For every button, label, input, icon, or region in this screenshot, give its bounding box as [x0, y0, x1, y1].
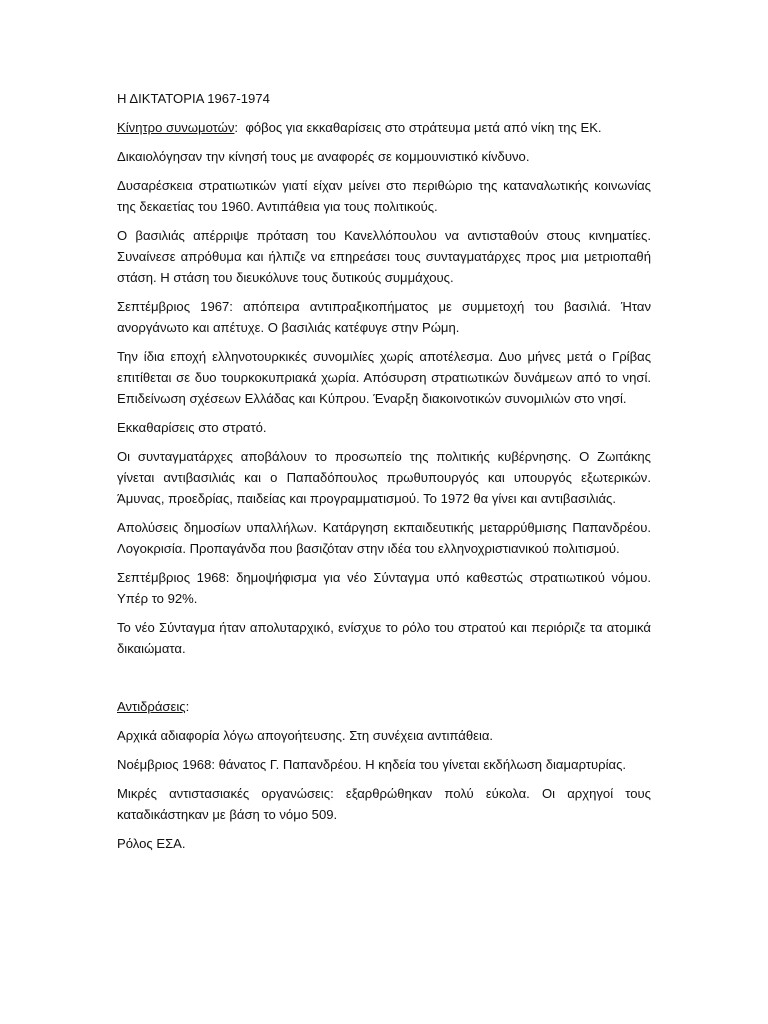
- paragraph: Το νέο Σύνταγμα ήταν απολυταρχικό, ενίσχυε το ρόλο του στρατού και περιόριζε τα ατομικά δικαιώματα.: [117, 620, 651, 656]
- paragraph: Αρχικά αδιαφορία λόγω απογοήτευσης. Στη συνέχεια αντιπάθεια.: [117, 728, 494, 743]
- paragraph: Απολύσεις δημοσίων υπαλλήλων. Κατάργηση εκπαιδευτικής μεταρρύθμισης Παπανδρέου. Λογοκρισία. Προπαγάνδα που βασιζόταν στην ιδέα του ελληνοχριστιανικού πολιτισμού.: [117, 520, 651, 556]
- document-title: Η ΔΙΚΤΑΤΟΡΙΑ 1967-1974: [117, 91, 270, 106]
- motive-paragraph: [117, 117, 651, 138]
- paragraph: Δικαιολόγησαν την κίνησή τους με αναφορές σε κομμουνιστικό κίνδυνο.: [117, 149, 530, 164]
- paragraph: Την ίδια εποχή ελληνοτουρκικές συνομιλίες χωρίς αποτέλεσμα. Δυο μήνες μετά ο Γρίβας επιτίθεται σε δυο τουρκοκυπριακά χωρία. Απόσυρση στρατιωτικών δυνάμεων από το νησί. Επιδείνωση σχέσεων Ελλάδας και Κύπρου. Έναρξη διακοινοτικών συνομιλιών στο νησί.: [117, 349, 651, 406]
- paragraph: Σεπτέμβριος 1968: δημοψήφισμα για νέο Σύνταγμα υπό καθεστώς στρατιωτικού νόμου. Υπέρ το 92%.: [117, 570, 651, 606]
- motive-text: φόβος για εκκαθαρίσεις στο στράτευμα μετά από νίκη της ΕΚ.: [238, 120, 602, 135]
- document-page: [117, 88, 651, 862]
- reactions-label: Αντιδράσεις: [117, 699, 186, 714]
- reactions-heading: [117, 696, 651, 717]
- paragraph: Ο βασιλιάς απέρριψε πρόταση του Κανελλόπουλου να αντισταθούν στους κινηματίες. Συναίνεσε απρόθυμα και ήλπιζε να επηρεάσει τους συνταγματάρχες προς μια μετριοπαθή στάση. Η στάση του διευκόλυνε τους δυτικούς συμμάχους.: [117, 228, 651, 285]
- motive-colon: :: [234, 120, 239, 135]
- blank-line: [117, 667, 651, 696]
- paragraph: Σεπτέμβριος 1967: απόπειρα αντιπραξικοπήματος με συμμετοχή του βασιλιά. Ήταν ανοργάνωτο και απέτυχε. Ο βασιλιάς κατέφυγε στην Ρώμη.: [117, 299, 651, 335]
- paragraph: Οι συνταγματάρχες αποβάλουν το προσωπείο της πολιτικής κυβέρνησης. Ο Ζωιτάκης γίνεται αντιβασιλιάς και ο Παπαδόπουλος πρωθυπουργός και υπουργός εξωτερικών. Άμυνας, προεδρίας, παιδείας και προγραμματισμού. Το 1972 θα γίνει και αντιβασιλιάς.: [117, 449, 651, 506]
- paragraph: Εκκαθαρίσεις στο στρατό.: [117, 420, 267, 435]
- paragraph: Ρόλος ΕΣΑ.: [117, 836, 186, 851]
- reactions-colon: :: [185, 699, 190, 714]
- motive-label: Κίνητρο συνωμοτών: [117, 120, 235, 135]
- paragraph: Μικρές αντιστασιακές οργανώσεις: εξαρθρώθηκαν πολύ εύκολα. Οι αρχηγοί τους καταδικάστηκαν με βάση το νόμο 509.: [117, 786, 651, 822]
- paragraph: Νοέμβριος 1968: θάνατος Γ. Παπανδρέου. Η κηδεία του γίνεται εκδήλωση διαμαρτυρίας.: [117, 757, 627, 772]
- paragraph: Δυσαρέσκεια στρατιωτικών γιατί είχαν μείνει στο περιθώριο της καταναλωτικής κοινωνίας της δεκαετίας του 1960. Αντιπάθεια για τους πολιτικούς.: [117, 178, 651, 214]
